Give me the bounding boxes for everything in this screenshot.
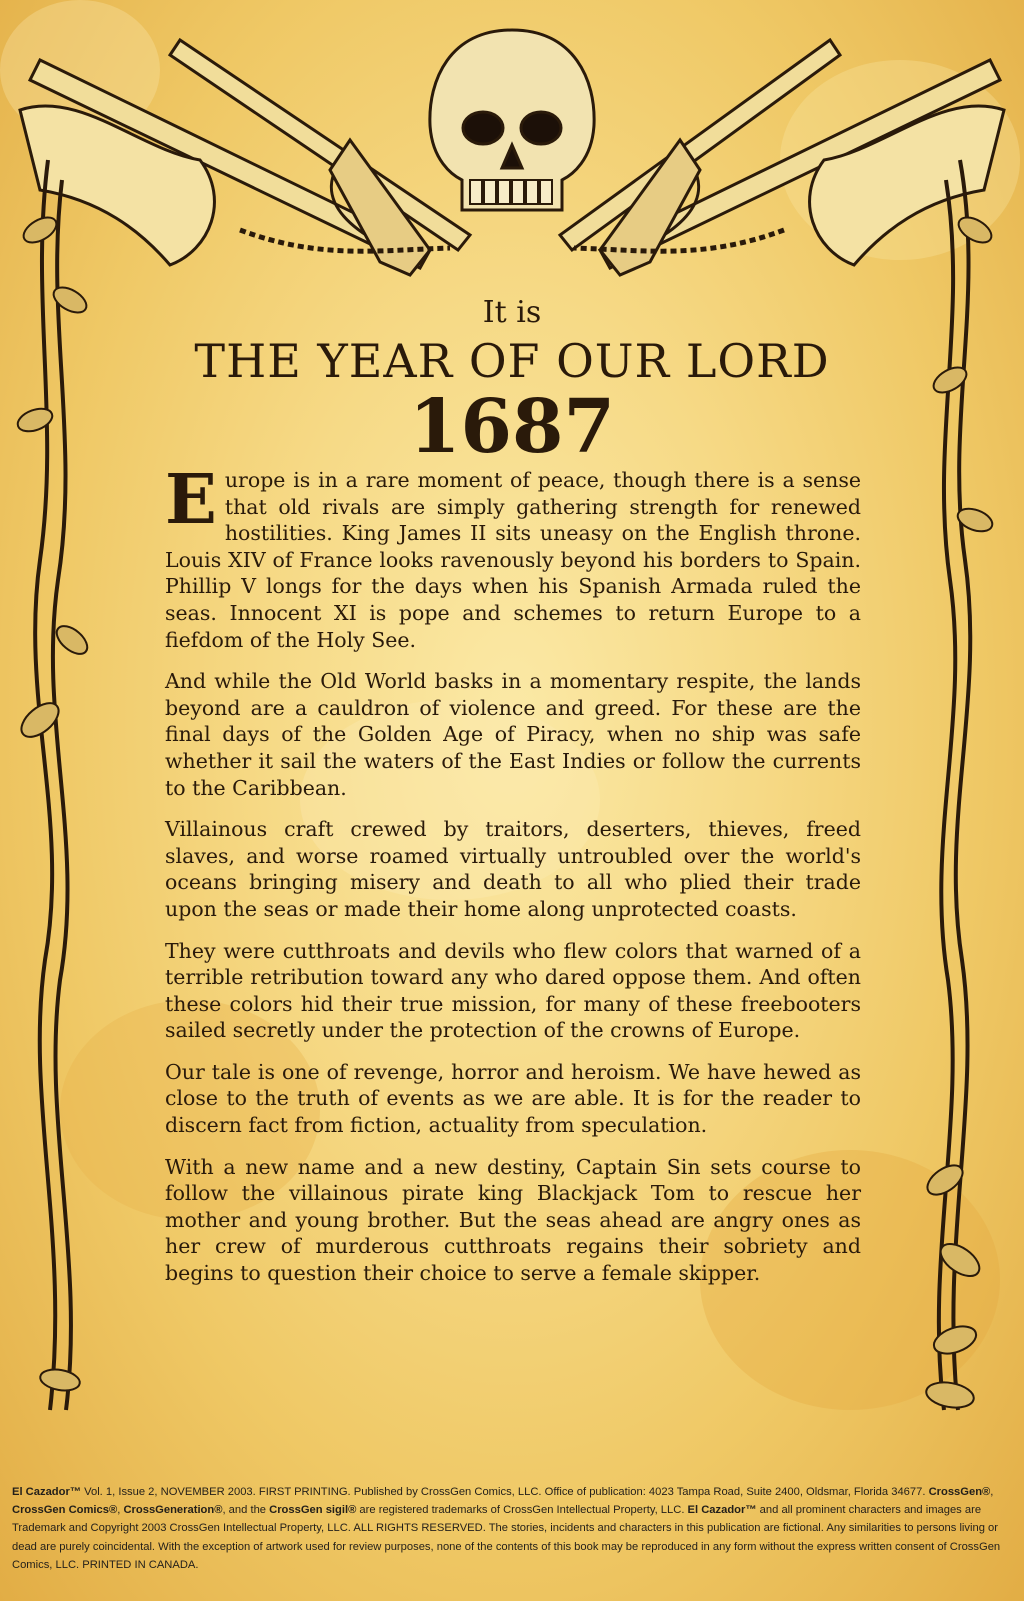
rope-icon (240, 230, 784, 251)
story-text (165, 460, 861, 1302)
trademark-1: CrossGen® (928, 1486, 991, 1498)
heading-title: THE YEAR OF OUR LORD (194, 334, 830, 388)
paragraph-4: They were cutthroats and devils who flew colors that warned of a terrible retribution toward any who dared oppose them. And often these colors hid their true mission, for many of these freebooters sailed secretly under the protection of the crowns of Europe. (165, 938, 861, 1043)
indicia-text-3: are registered trademarks of CrossGen Intellectual Property, LLC. (356, 1504, 688, 1517)
separator-1: , (990, 1486, 994, 1498)
indicia-text-1: Vol. 1, Issue 2, NOVEMBER 2003. FIRST PRINTING. Published by CrossGen Comics, LLC. Office of publication: 4023 Tampa Road, Suite 2400, Oldsmar, Florida 34677. (81, 1486, 929, 1498)
skull-icon (430, 30, 594, 210)
page-heading (150, 295, 874, 470)
indicia-title-2: El Cazador™ (687, 1504, 757, 1517)
separator-2: , (117, 1504, 124, 1517)
indicia-title-1: El Cazador™ (12, 1486, 82, 1498)
publication-indicia (12, 1483, 1012, 1574)
heading-year: 1687 (409, 384, 615, 470)
paragraph-5: Our tale is one of revenge, horror and heroism. We have hewed as close to the truth of events as we are able. It is for the reader to discern fact from fiction, actuality from speculation. (165, 1059, 861, 1138)
paragraph-3: Villainous craft crewed by traitors, deserters, thieves, freed slaves, and worse roamed virtually untroubled over the world's oceans bringing misery and death to all who plied their trade upon the seas or made their home along unprotected coasts. (165, 817, 861, 921)
trademark-3: CrossGeneration® (123, 1504, 223, 1517)
heading-intro: It is (482, 295, 542, 330)
trademark-2: CrossGen Comics® (12, 1504, 118, 1517)
drop-cap: E (165, 460, 217, 540)
indicia-text-4: and all prominent characters and images are Trademark and Copyright 2003 CrossGen Intellectual Property, LLC. ALL RIGHTS RESERVED. The stories, incidents and characters in this publication are fictional. Any similarities to persons living or dead are purely coincidental. With the exception of artwork used for review purposes, none of the contents of this book may be reproduced in any form without the express written consent of CrossGen Comics, LLC. PRINTED IN CANADA. (12, 1504, 1001, 1571)
trademark-4: CrossGen sigil® (269, 1504, 357, 1517)
paragraph-6: With a new name and a new destiny, Captain Sin sets course to follow the villainous pirate king Blackjack Tom to rescue her mother and young brother. But the seas ahead are angry ones as her crew of murderous cutthroats regains their sobriety and begins to question their choice to serve a female skipper. (165, 1154, 861, 1286)
indicia-text-2: , and the (222, 1504, 270, 1517)
paragraph-1-text: urope is in a rare moment of peace, though there is a sense that old rivals are simply gathering strength for renewed hostilities. King James II sits uneasy on the English throne. Louis XIV of France looks ravenously beyond his borders to Spain. Phillip V longs for the days when his Spanish Armada ruled the seas. Innocent XI is pope and schemes to return Europe to a fiefdom of the Holy See. (165, 468, 861, 652)
paragraph-2: And while the Old World basks in a momentary respite, the lands beyond are a cauldron of violence and greed. For these are the final days of the Golden Age of Piracy, when no ship was safe whether it sail the waters of the East Indies or follow the currents to the Caribbean. (165, 669, 861, 800)
paragraph-1 (165, 460, 861, 653)
